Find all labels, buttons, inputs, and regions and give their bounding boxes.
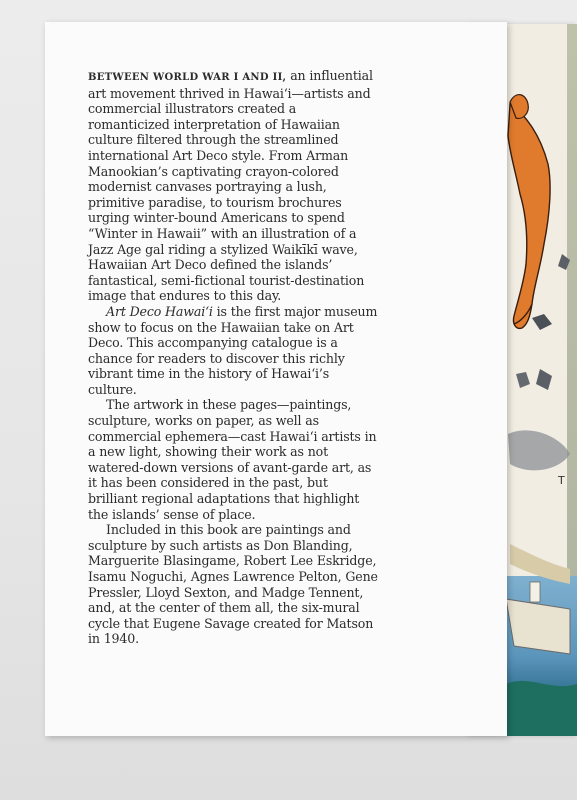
wave-shape: [506, 681, 577, 736]
lead-in-caps: BETWEEN WORLD WAR I AND II,: [88, 72, 287, 83]
paragraph-2-body: is the first major museum show to focus on the Hawaiian take on Art Deco. This accompanying catalogue is a chance for readers to discover this richly vibrant time in the history of Hawai‘i’s culture.: [88, 303, 378, 397]
paragraph-3: The artwork in these pages—paintings, sculpture, works on paper, as well as commercial ephemera—cast Hawai‘i artists in a new light, showing their work as not watered-down versions of avant-garde art, as it has been considered in the past, but brilliant regional adaptations that highlight the islands’ sense of place.: [88, 397, 377, 522]
rock-shape: [532, 314, 552, 330]
paragraph-4: Included in this book are paintings and sculpture by such artists as Don Blanding, Marguerite Blasingame, Robert Lee Eskridge, Isamu Noguchi, Agnes Lawrence Pelton, Gene Pressler, Lloyd Sexton, and Madge Tennent, and, at the center of them all, the six-mural cycle that Eugene Savage created for Matson in 1940.: [88, 522, 378, 647]
splash-shape: [508, 430, 570, 470]
jacket-letter: T: [558, 474, 565, 487]
rock-shape: [536, 369, 552, 390]
diver-body: [508, 104, 550, 328]
ship-shape: [506, 599, 570, 654]
paragraph-2: [88, 304, 378, 398]
rock-shape: [558, 254, 570, 270]
paragraph-1-body: an influential art movement thrived in Hawai‘i—artists and commercial illustrators created a romanticized interpretation of Hawaiian culture filtered through the streamlined international Art Deco style. From Arman Manookian’s captivating crayon-colored modernist canvases portraying a lush, primitive paradise, to tourism brochures urging winter-bound Americans to spend “Winter in Hawaii” with an illustration of a Jazz Age gal riding a stylized Waikīkī wave, Hawaiian Art Deco defined the islands’ fantastical, semi-fictional tourist-destination image that endures to this day.: [88, 68, 373, 304]
paragraph-1: [88, 68, 378, 304]
book-title-italic: Art Deco Hawai‘i: [106, 303, 213, 319]
sand-band: [510, 544, 570, 584]
rock-shape: [516, 372, 530, 388]
book-text-block: [88, 68, 378, 647]
